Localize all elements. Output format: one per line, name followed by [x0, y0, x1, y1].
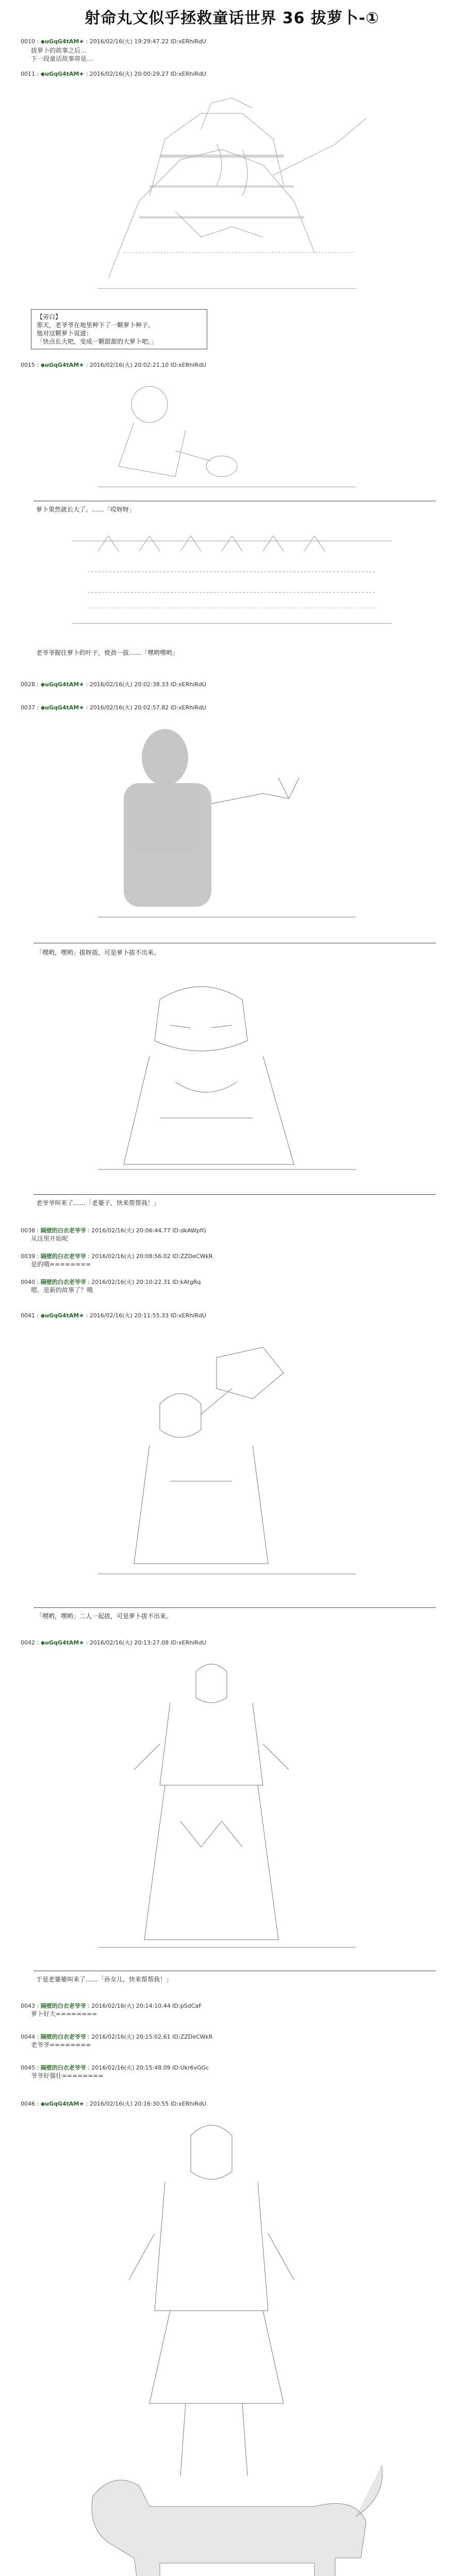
- scene-caption: 萝卜果然就长大了。……「哎呀呀」: [36, 506, 136, 513]
- post-number: 0044: [21, 2033, 35, 2040]
- post-author[interactable]: 隔壁的白衣老爷爷: [40, 2064, 86, 2071]
- post-header: 0044 : 隔壁的白衣老爷爷 : 2016/02/16(火) 20:15:02.61 ID:ZZDeCWkR: [21, 2033, 213, 2040]
- post-meta: 2016/02/16(火) 20:06:44.77 ID:dkAWpfG: [91, 1227, 207, 1234]
- post-number: 0038: [21, 1227, 35, 1234]
- post-meta: 2016/02/16(火) 20:15:02.61 ID:ZZDeCWkR: [91, 2033, 213, 2040]
- scene-caption: 老爷爷叫来了……「老婆子，快来帮帮我！」: [36, 1199, 160, 1207]
- post-meta: 2016/02/16(火) 20:00:29.27 ID:xERhiRdU: [89, 71, 206, 77]
- post-header: 0041 : ◆uGqG4tAM★ : 2016/02/16(火) 20:11:55.33 ID:xERhiRdU: [21, 1312, 206, 1319]
- page-title: 射命丸文似乎拯救童话世界 36 拔萝卜-①: [85, 9, 379, 27]
- post-header: 0011 : ◆uGqG4tAM★ : 2016/02/16(火) 20:00:29.27 ID:xERhiRdU: [21, 71, 206, 77]
- post-author[interactable]: ◆uGqG4tAM★: [40, 38, 85, 45]
- post-author[interactable]: ◆uGqG4tAM★: [40, 681, 85, 688]
- post-body: 拔萝卜的故事之后… 下一段童话故事将是…: [31, 47, 93, 62]
- post-header: 0039 : 隔壁的白衣老爷爷 : 2016/02/16(火) 20:08:56.02 ID:ZZDeCWkR: [21, 1253, 213, 1260]
- ascii-art-figure-kneeling: [46, 374, 407, 497]
- post-meta: 2016/02/16(火) 20:13:27.08 ID:xERhiRdU: [89, 1639, 206, 1646]
- post-author[interactable]: 隔壁的白衣老爷爷: [40, 1253, 86, 1260]
- post-meta: 2016/02/16(火) 20:15:48.09 ID:Ukr6vGGc: [91, 2064, 209, 2071]
- post-author[interactable]: 隔壁的白衣老爷爷: [40, 1279, 86, 1285]
- post-number: 0043: [21, 2003, 35, 2009]
- post-number: 0041: [21, 1312, 35, 1319]
- ascii-art-woman-pulling: [46, 1327, 407, 1595]
- post-author[interactable]: ◆uGqG4tAM★: [40, 71, 85, 77]
- post-header: 0010 : ◆uGqG4tAM★ : 2016/02/16(火) 19:29:47.22 ID:xERhiRdU: [21, 38, 206, 45]
- post-meta: 2016/02/16(火) 20:16:30.55 ID:xERhiRdU: [89, 2100, 206, 2107]
- ascii-art-pulling-figure: [46, 716, 407, 933]
- ascii-art-figure-field: [46, 82, 418, 304]
- post-author[interactable]: ◆uGqG4tAM★: [40, 362, 85, 368]
- post-header: 0043 : 隔壁的白衣老爷爷 : 2016/02/16(火) 20:14:10.44 ID:pSdCaF: [21, 2003, 202, 2009]
- post-author[interactable]: ◆uGqG4tAM★: [40, 2100, 85, 2107]
- ascii-art-girl-and-dog: [46, 2115, 418, 2576]
- post-number: 0042: [21, 1639, 35, 1646]
- frame-divider: [34, 1194, 436, 1195]
- post-author[interactable]: ◆uGqG4tAM★: [40, 1639, 85, 1646]
- post-header: 0046 : ◆uGqG4tAM★ : 2016/02/16(火) 20:16:30.55 ID:xERhiRdU: [21, 2100, 206, 2107]
- post-body: 萝卜好大========: [31, 2010, 97, 2018]
- post-number: 0028: [21, 681, 35, 688]
- post-number: 0045: [21, 2064, 35, 2071]
- post-meta: 2016/02/16(火) 20:02:57.82 ID:xERhiRdU: [89, 704, 206, 711]
- narration-box: 【旁白】 那天，老爷爷在地里种下了一颗萝卜种子。 他对这颗萝卜说道： 「快点长大吧，变成一颗甜甜的大萝卜吧。」: [31, 309, 207, 349]
- post-meta: 2016/02/16(火) 20:10:22.31 ID:kAtgRq: [91, 1279, 201, 1285]
- post-header: 0042 : ◆uGqG4tAM★ : 2016/02/16(火) 20:13:27.08 ID:xERhiRdU: [21, 1639, 206, 1646]
- post-number: 0040: [21, 1279, 35, 1285]
- post-number: 0010: [21, 38, 35, 45]
- ascii-art-granddaughter: [46, 1651, 407, 1960]
- post-author[interactable]: ◆uGqG4tAM★: [40, 1312, 85, 1319]
- post-meta: 2016/02/16(火) 20:08:56.02 ID:ZZDeCWkR: [91, 1253, 213, 1260]
- ascii-art-radish-field: [46, 520, 418, 644]
- post-body: 嗯，是新的故事了？哦: [31, 1286, 93, 1294]
- post-header: 0040 : 隔壁的白衣老爷爷 : 2016/02/16(火) 20:10:22.31 ID:kAtgRq: [21, 1279, 201, 1285]
- scene-caption: 「嘿哟，嘿哟」拔呀拔，可是萝卜拔不出来。: [36, 949, 160, 956]
- scene-caption: 于是老婆婆叫来了……「孙女儿，快来帮帮我！」: [36, 1976, 173, 1983]
- post-meta: 2016/02/16(火) 20:11:55.33 ID:xERhiRdU: [89, 1312, 206, 1319]
- scene-caption: 「嘿哟，嘿哟」二人一起拔，可是萝卜拔不出来。: [36, 1613, 173, 1620]
- post-author[interactable]: ◆uGqG4tAM★: [40, 704, 85, 711]
- post-header: 0038 : 隔壁的白衣老爷爷 : 2016/02/16(火) 20:06:44.77 ID:dkAWpfG: [21, 1227, 207, 1234]
- post-body: 爷爷好强壮========: [31, 2072, 104, 2079]
- post-number: 0037: [21, 704, 35, 711]
- post-header: 0028 : ◆uGqG4tAM★ : 2016/02/16(火) 20:02:38.33 ID:xERhiRdU: [21, 681, 206, 688]
- frame-divider: [34, 1607, 436, 1608]
- post-header: 0037 : ◆uGqG4tAM★ : 2016/02/16(火) 20:02:57.82 ID:xERhiRdU: [21, 704, 206, 711]
- post-number: 0046: [21, 2100, 35, 2107]
- post-number: 0039: [21, 1253, 35, 1260]
- post-body: 是的哦========: [31, 1261, 91, 1268]
- post-meta: 2016/02/16(火) 20:14:10.44 ID:pSdCaF: [91, 2003, 202, 2009]
- ascii-art-old-woman: [46, 969, 407, 1185]
- post-number: 0015: [21, 362, 35, 368]
- post-author[interactable]: 隔壁的白衣老爷爷: [40, 2033, 86, 2040]
- post-meta: 2016/02/16(火) 20:02:21.10 ID:xERhiRdU: [89, 362, 206, 368]
- post-meta: 2016/02/16(火) 20:02:38.33 ID:xERhiRdU: [89, 681, 206, 688]
- post-body: 老爷爷========: [31, 2041, 91, 2048]
- scene-caption: 老爷爷握住萝卜的叶子，使劲一拔……「嘿哟嘿哟」: [36, 649, 179, 656]
- post-header: 0045 : 隔壁的白衣老爷爷 : 2016/02/16(火) 20:15:48.09 ID:Ukr6vGGc: [21, 2064, 209, 2071]
- post-author[interactable]: 隔壁的白衣老爷爷: [40, 2003, 86, 2009]
- post-meta: 2016/02/16(火) 19:29:47.22 ID:xERhiRdU: [89, 38, 206, 45]
- post-number: 0011: [21, 71, 35, 77]
- post-header: 0015 : ◆uGqG4tAM★ : 2016/02/16(火) 20:02:21.10 ID:xERhiRdU: [21, 362, 206, 368]
- post-body: 从这里开始呢: [31, 1235, 69, 1242]
- post-author[interactable]: 隔壁的白衣老爷爷: [40, 1227, 86, 1234]
